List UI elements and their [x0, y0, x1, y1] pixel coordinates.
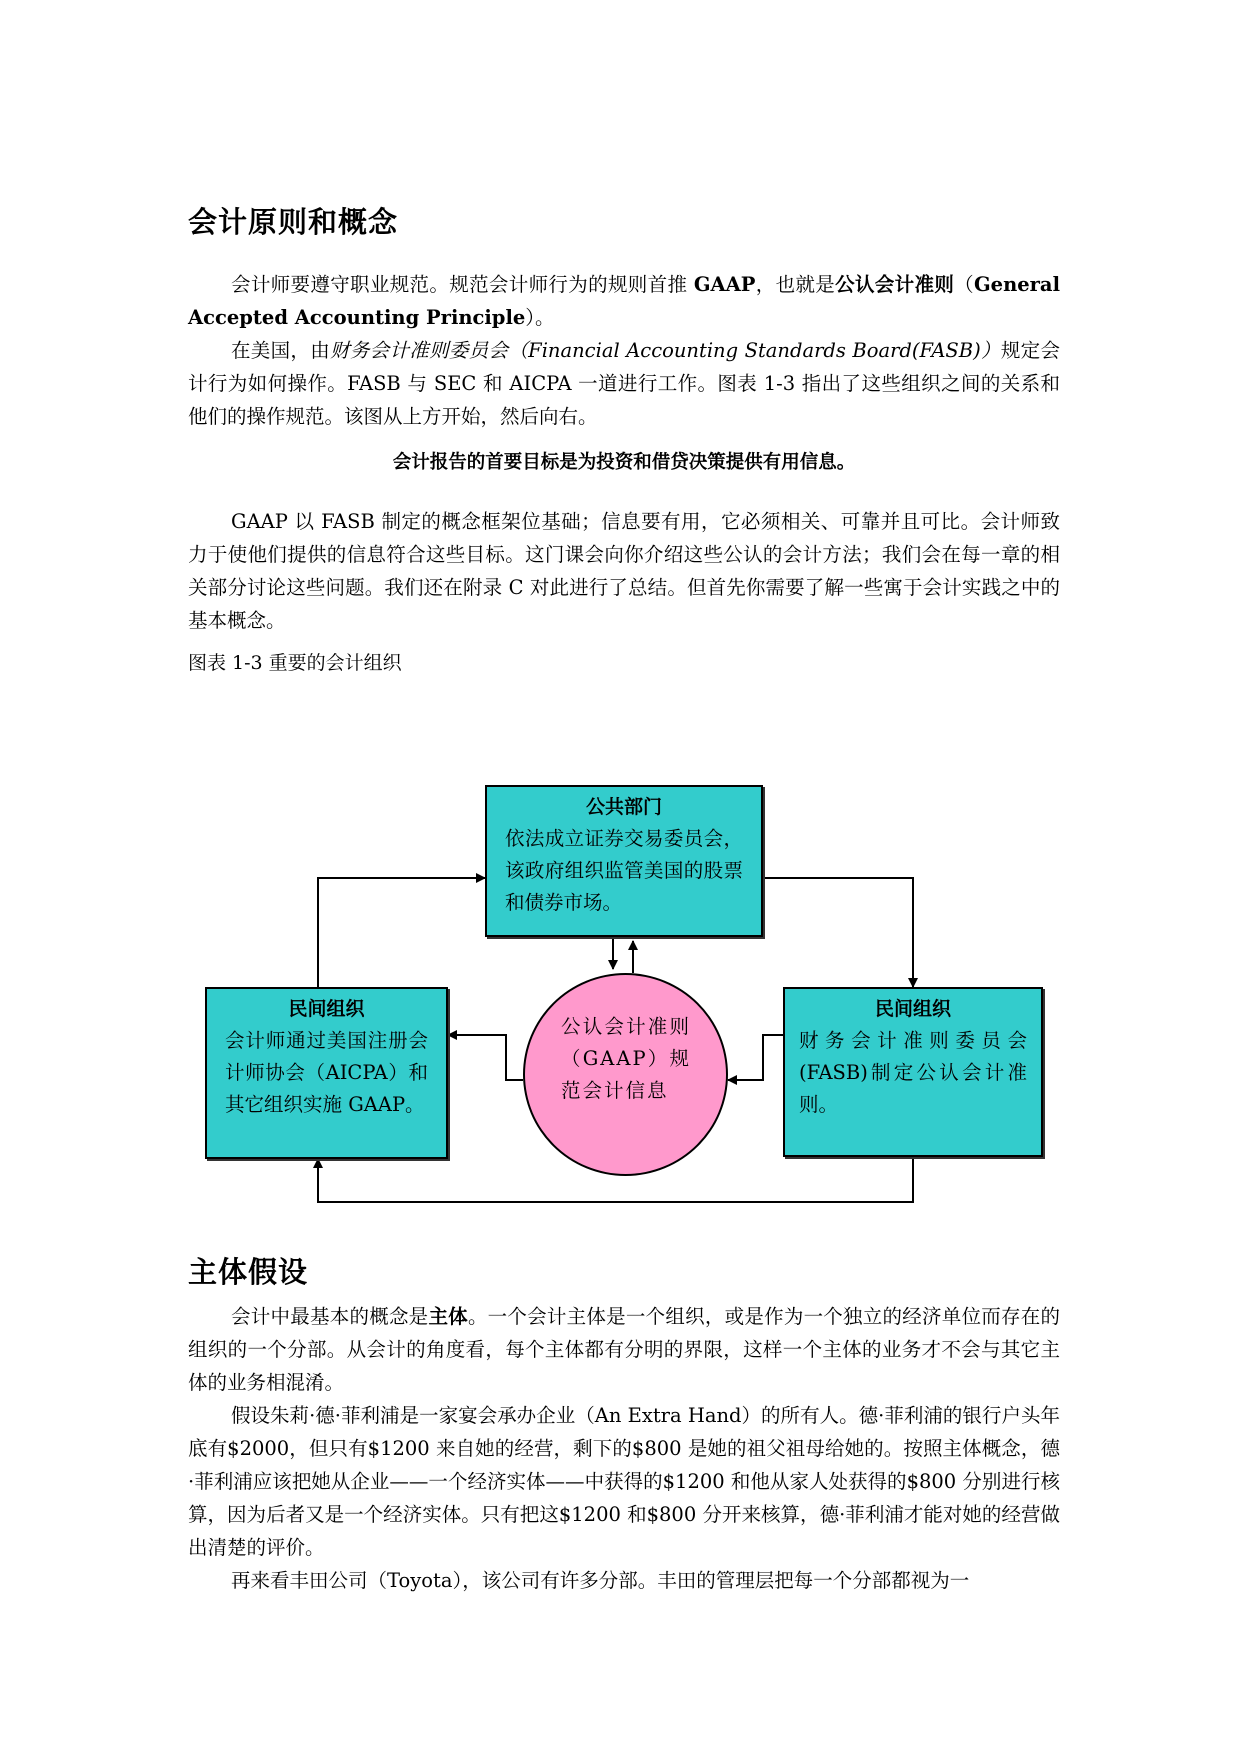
- text-fragment: ）。: [525, 306, 555, 329]
- gaap-circle-text: 公认会计准则（GAAP）规范会计信息: [561, 1015, 691, 1102]
- text-fragment: （: [954, 273, 975, 296]
- private-org-aicpa-box: [205, 987, 448, 1159]
- section-heading-entity: 主体假设: [188, 1255, 309, 1289]
- gaap-circle: [523, 973, 728, 1176]
- term-entity: 主体: [428, 1305, 468, 1328]
- private-org-fasb-box: [783, 987, 1043, 1157]
- figure-caption: 图表 1-3 重要的会计组织: [188, 652, 402, 674]
- arrow-circle-to-left: [448, 1035, 523, 1080]
- text-fragment: 。一个会计主体是一个组织，或是作为一个独立的经济单位而存在的组织的一个分部。从会计的角度看，每个主体都有分明的界限，这样一个主体的业务才不会与其它主体的业务相混淆。: [188, 1305, 1060, 1394]
- public-sector-body: 依法成立证券交易委员会，该政府组织监管美国的股票和债券市场。: [505, 827, 743, 914]
- text-fragment: 在美国，由: [231, 339, 331, 362]
- arrow-right-to-circle: [728, 1035, 783, 1080]
- text-fragment: 会计中最基本的概念是: [231, 1305, 429, 1328]
- section-heading-principles: 会计原则和概念: [188, 205, 399, 239]
- private-org-fasb-body: 财务会计准则委员会(FASB)制定公认会计准则。: [799, 1029, 1027, 1116]
- paragraph-entity-concept: [188, 1300, 1060, 1399]
- text-fragment: 规定会计行为如何操作。FASB 与 SEC 和 AICPA 一道进行工作。图表 1-3 指出了这些组织之间的关系和他们的操作规范。该图从上方开始，然后向右。: [188, 339, 1060, 428]
- text-fragment: ，也就是: [755, 273, 836, 296]
- text-fragment: 会计师要遵守职业规范。规范会计师行为的规则首推: [231, 273, 694, 296]
- arrow-left-to-top: [318, 878, 485, 987]
- paragraph-toyota: 再来看丰田公司（Toyota），该公司有许多分部。丰田的管理层把每一个分部都视为一: [231, 1569, 970, 1592]
- private-org-aicpa-title: 民间组织: [288, 998, 365, 1020]
- public-sector-box: [485, 785, 763, 937]
- paragraph-concept-framework: GAAP 以 FASB 制定的概念框架位基础；信息要有用，它必须相关、可靠并且可比。会计师致力于使他们提供的信息符合这些目标。这门课会向你介绍这些公认的会计方法；我们会在每一章的相关部分讨论这些问题。我们还在附录 C 对此进行了总结。但首先你需要了解一些寓于会计实践之中的基本概念。: [188, 510, 1060, 632]
- term-gaap-english: General Accepted Accounting Principle: [188, 273, 1060, 329]
- highlight-objective: 会计报告的首要目标是为投资和借贷决策提供有用信息。: [392, 452, 856, 473]
- term-gaap-chinese: 公认会计准则: [835, 273, 955, 296]
- paragraph-entity-example: 假设朱莉·德·菲利浦是一家宴会承办企业（An Extra Hand）的所有人。德·菲利浦的银行户头年底有$2000，但只有$1200 来自她的经营，剩下的$800 是她的祖父祖母给她的。按照主体概念，德·菲利浦应该把她从企业——一个经济实体——中获得的$1200 和他从家人处获得的$800 分别进行核算，因为后者又是一个经济实体。只有把这$1200 和$800 分开来核算，德·菲利浦才能对她的经营做出清楚的评价。: [188, 1404, 1060, 1559]
- private-org-fasb-title: 民间组织: [874, 998, 951, 1020]
- private-org-aicpa-body: 会计师通过美国注册会计师协会（AICPA）和其它组织实施 GAAP。: [225, 1029, 428, 1116]
- term-fasb: 财务会计准则委员会（Financial Accounting Standards Board(FASB)）: [330, 339, 1001, 362]
- term-gaap: GAAP: [693, 273, 756, 296]
- arrow-top-to-right: [763, 878, 913, 987]
- public-sector-title: 公共部门: [585, 796, 662, 818]
